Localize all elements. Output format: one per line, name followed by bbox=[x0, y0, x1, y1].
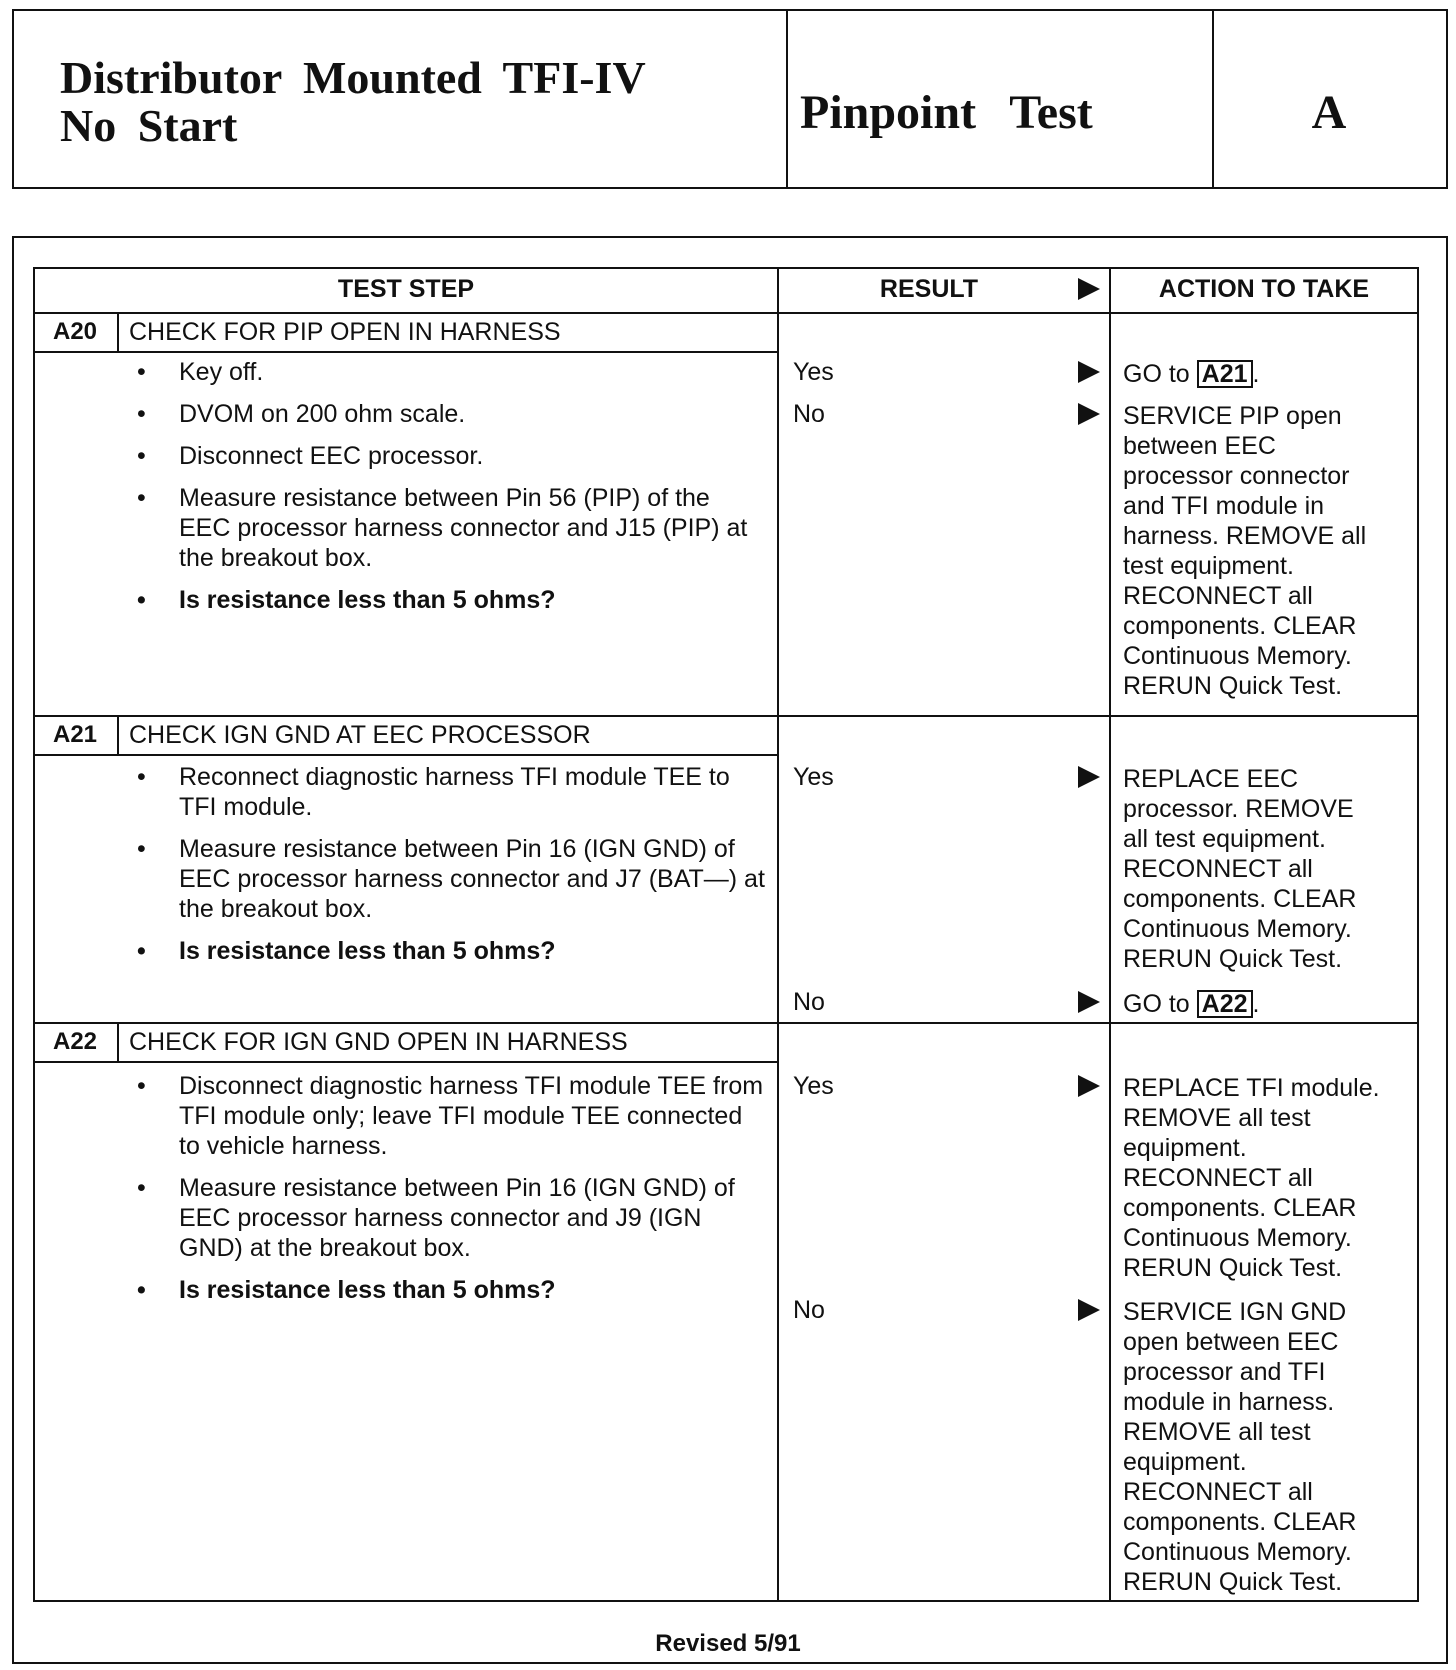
step-id-divider bbox=[117, 716, 119, 754]
header-doc-type-cell bbox=[786, 11, 1214, 187]
step-question: • Is resistance less than 5 ohms? bbox=[125, 936, 765, 966]
result-no: No bbox=[793, 988, 825, 1016]
action-goto-suffix: . bbox=[1252, 360, 1260, 388]
result-arrow-icon bbox=[1078, 403, 1100, 425]
step-title: CHECK IGN GND AT EEC PROCESSOR bbox=[129, 721, 591, 749]
step-id: A21 bbox=[52, 721, 98, 748]
header-test-letter: A bbox=[1311, 86, 1347, 139]
result-yes: Yes bbox=[793, 1072, 834, 1100]
result-arrow-icon bbox=[1078, 1075, 1100, 1097]
step-id: A22 bbox=[52, 1028, 98, 1055]
revision-footer: Revised 5/91 bbox=[655, 1630, 801, 1657]
result-arrow-icon bbox=[1078, 361, 1100, 383]
action-text: REPLACE EEC processor. REMOVE all test equipment. RECONNECT all components. CLEAR Continuous Memory. RERUN Quick Test. bbox=[1123, 765, 1357, 973]
step-question: • Is resistance less than 5 ohms? bbox=[125, 1275, 765, 1305]
step-title: CHECK FOR PIP OPEN IN HARNESS bbox=[129, 318, 561, 346]
result-arrow-icon bbox=[1078, 278, 1100, 300]
step-title: CHECK FOR IGN GND OPEN IN HARNESS bbox=[129, 1028, 628, 1056]
step-bullet: • Disconnect EEC processor. bbox=[125, 441, 765, 471]
col-header-action: ACTION TO TAKE bbox=[1158, 275, 1370, 303]
step-bullet: • Measure resistance between Pin 16 (IGN GND) of EEC processor harness connector and J7 (BAT—) at the breakout box. bbox=[125, 834, 765, 924]
header-title-line1: Distributor Mounted TFI-IV bbox=[60, 52, 646, 103]
step-id-divider bbox=[117, 1023, 119, 1061]
step-bullets bbox=[125, 357, 765, 627]
action-text: SERVICE IGN GND open between EEC processor and TFI module in harness. REMOVE all test equipment. RECONNECT all components. CLEAR Continuous Memory. RERUN Quick Test. bbox=[1123, 1298, 1357, 1596]
step-bullet: • Reconnect diagnostic harness TFI module TEE to TFI module. bbox=[125, 762, 765, 822]
result-arrow-icon bbox=[1078, 1299, 1100, 1321]
result-arrow-icon bbox=[1078, 991, 1100, 1013]
step-id-divider bbox=[117, 313, 119, 351]
step-bullets bbox=[125, 1071, 765, 1317]
step-bullets bbox=[125, 762, 765, 978]
step-bullet: • DVOM on 200 ohm scale. bbox=[125, 399, 765, 429]
column-divider-result bbox=[777, 269, 779, 1600]
result-no: No bbox=[793, 1296, 825, 1324]
result-yes: Yes bbox=[793, 358, 834, 386]
result-yes: Yes bbox=[793, 763, 834, 791]
step-ref-a22: A22 bbox=[1197, 990, 1253, 1018]
step-title-divider bbox=[35, 754, 777, 756]
col-header-result: RESULT bbox=[879, 275, 979, 303]
step-bullet: • Disconnect diagnostic harness TFI module TEE from TFI module only; leave TFI module TEE connected to vehicle harness. bbox=[125, 1071, 765, 1161]
pinpoint-test-table bbox=[33, 267, 1419, 1602]
step-id: A20 bbox=[52, 318, 98, 345]
action-text: SERVICE PIP open between EEC processor connector and TFI module in harness. REMOVE all test equipment. RECONNECT all components. CLEAR Continuous Memory. RERUN Quick Test. bbox=[1123, 402, 1367, 700]
header-box bbox=[12, 9, 1448, 189]
header-doc-type: Pinpoint Test bbox=[800, 86, 1093, 139]
action-goto-prefix: GO to bbox=[1123, 360, 1190, 388]
header-title-line2: No Start bbox=[60, 100, 238, 151]
step-bullet: • Measure resistance between Pin 16 (IGN GND) of EEC processor harness connector and J9 (IGN GND) at the breakout box. bbox=[125, 1173, 765, 1263]
step-title-divider bbox=[35, 1061, 777, 1063]
action-text: REPLACE TFI module. REMOVE all test equipment. RECONNECT all components. CLEAR Continuous Memory. RERUN Quick Test. bbox=[1123, 1074, 1380, 1282]
action-goto-prefix: GO to bbox=[1123, 990, 1190, 1018]
step-ref-a21: A21 bbox=[1197, 360, 1253, 388]
column-divider-action bbox=[1109, 269, 1111, 1600]
action-goto-suffix: . bbox=[1252, 990, 1260, 1018]
col-header-test-step: TEST STEP bbox=[337, 275, 475, 303]
header-test-letter-cell bbox=[1212, 11, 1446, 187]
action-goto bbox=[1123, 359, 1413, 389]
result-no: No bbox=[793, 400, 825, 428]
step-question: • Is resistance less than 5 ohms? bbox=[125, 585, 765, 615]
result-arrow-icon bbox=[1078, 766, 1100, 788]
step-bullet: • Measure resistance between Pin 56 (PIP) of the EEC processor harness connector and J15 (PIP) at the breakout box. bbox=[125, 483, 765, 573]
step-bullet: • Key off. bbox=[125, 357, 765, 387]
step-title-divider bbox=[35, 351, 777, 353]
action-goto bbox=[1123, 989, 1413, 1019]
header-title-cell bbox=[14, 11, 788, 187]
